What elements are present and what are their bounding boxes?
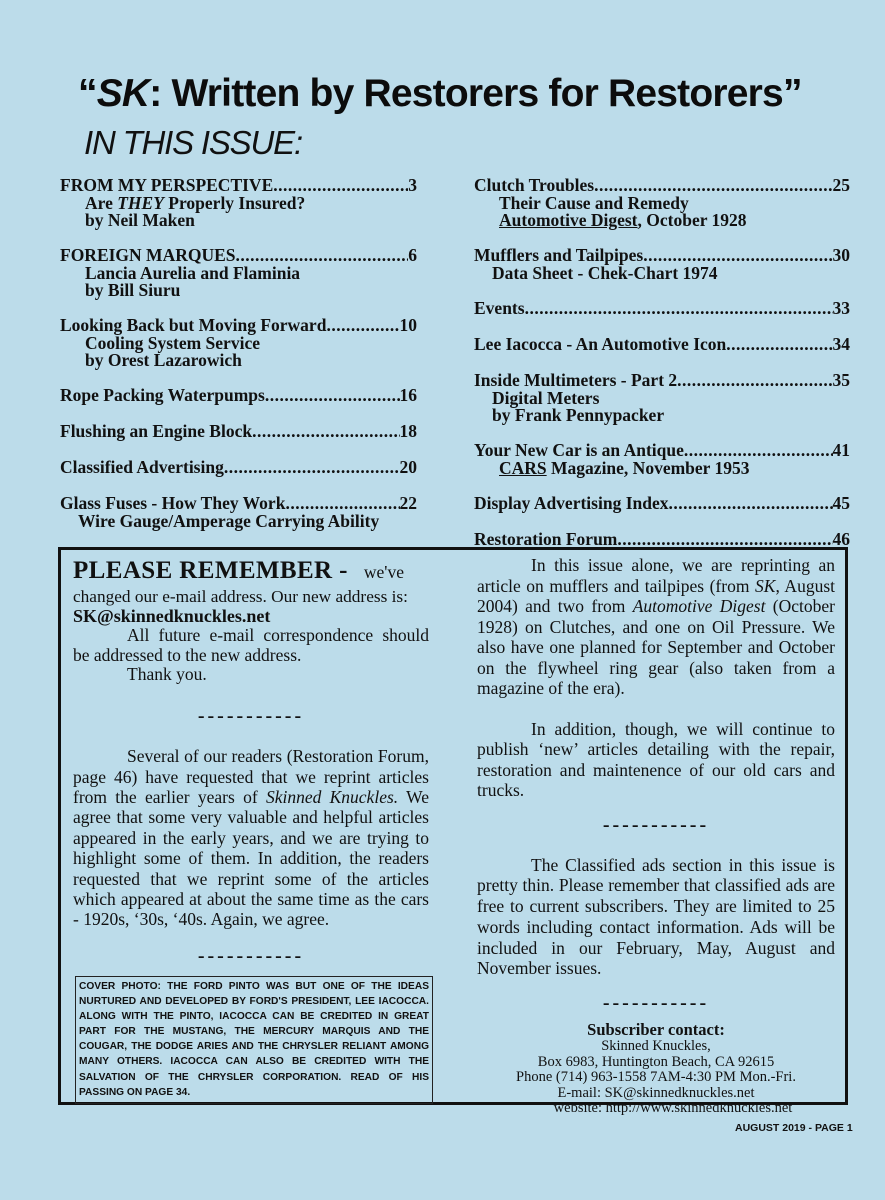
toc-author: by Neil Maken — [85, 210, 195, 230]
separator-dashes: ----------- — [197, 945, 305, 967]
contact-phone[interactable]: Phone (714) 963-1558 7AM-4:30 PM Mon.-Fri. — [516, 1069, 796, 1086]
new-articles-paragraph: In addition, though, we will continue to publish ‘new’ articles detailing with the repair, restoration and maintenence of our old cars and trucks. — [477, 718, 835, 800]
thank-you-text: Thank you. — [127, 664, 207, 685]
toc-left-column — [60, 176, 417, 547]
readers-text: Several of our readers (Restoration Forum, page 46) have requested that we reprint articles from the earlier years of — [73, 746, 429, 808]
reprint-text-cont: , August 2004) and two from — [477, 575, 835, 616]
toc-page-number: 16 — [399, 385, 417, 405]
toc-leader-dots — [726, 335, 832, 354]
email-change-text: changed our e-mail address. Our new address is: — [73, 587, 408, 606]
in-this-issue-heading — [84, 124, 302, 162]
notice-right-column — [477, 550, 835, 1117]
page-footer — [735, 1122, 853, 1134]
toc-title: Clutch Troubles — [474, 175, 595, 195]
in-this-issue-colon: : — [293, 124, 302, 161]
contact-heading: Subscriber contact: — [587, 1020, 725, 1040]
toc-entry[interactable] — [60, 458, 417, 477]
toc-title: Display Advertising Index — [474, 493, 669, 513]
toc-title: Inside Multimeters - Part 2 — [474, 370, 678, 390]
toc-subtitle: Cooling System Service — [85, 333, 260, 353]
toc-page-number: 22 — [399, 493, 417, 513]
toc-source-date: , October 1928 — [637, 210, 747, 230]
toc-leader-dots — [668, 494, 832, 513]
toc-entry[interactable] — [60, 386, 417, 405]
please-remember-heading: PLEASE REMEMBER - — [73, 557, 348, 584]
toc-title: Events — [474, 298, 525, 318]
toc-right-column — [474, 176, 850, 566]
toc-source-publication: Automotive Digest — [499, 210, 638, 230]
contact-name: Skinned Knuckles, — [601, 1038, 711, 1055]
toc-page-number: 3 — [408, 175, 417, 195]
toc-subtitle: Data Sheet - Chek-Chart 1974 — [492, 263, 718, 283]
new-email-address[interactable]: SK@skinnedknuckles.net — [73, 606, 271, 627]
footer-page-number: PAGE 1 — [814, 1122, 853, 1134]
toc-title: Looking Back but Moving Forward — [60, 315, 327, 335]
toc-entry[interactable] — [474, 299, 850, 318]
toc-leader-dots — [326, 316, 399, 335]
toc-entry[interactable] — [60, 422, 417, 441]
toc-leader-dots — [265, 386, 400, 405]
toc-page-number: 41 — [832, 440, 850, 460]
readers-request-paragraph — [73, 746, 429, 930]
reprint-paragraph — [477, 555, 835, 699]
separator-dashes: ----------- — [197, 705, 305, 728]
toc-source — [474, 460, 850, 477]
classified-ads-paragraph: The Classified ads section in this issue is pretty thin. Please remember that classified ads are free to current subscribers. They are limited to 25 words including contact information. Ads will be included in our February, May, August and November issues. — [477, 854, 835, 979]
toc-page-number: 30 — [832, 245, 850, 265]
toc-author: by Orest Lazarowich — [85, 350, 242, 370]
toc-title: Classified Advertising — [60, 457, 224, 477]
toc-source-date: Magazine, November 1953 — [546, 458, 750, 478]
toc-subtitle: Wire Gauge/Amperage Carrying Ability — [78, 511, 380, 531]
toc-subtitle: Lancia Aurelia and Flaminia — [85, 263, 301, 283]
headline-sk: SK — [96, 72, 150, 115]
toc-leader-dots — [677, 371, 832, 390]
toc-subtitle-part: Are — [85, 193, 118, 213]
correspondence-text: All future e-mail correspondence should be addressed to the new address. — [73, 625, 429, 665]
toc-title: Restoration Forum — [474, 529, 618, 549]
toc-entry[interactable] — [474, 335, 850, 354]
toc-subtitle-italic: THEY — [117, 193, 164, 213]
automotive-digest-italic: Automotive Digest — [632, 596, 766, 616]
toc-title: Flushing an Engine Block — [60, 421, 253, 441]
headline-open-quote: “ — [78, 72, 97, 115]
toc-entry[interactable] — [474, 371, 850, 424]
toc-author: by Frank Pennypacker — [492, 405, 665, 425]
toc-entry[interactable] — [60, 316, 417, 369]
toc-entry[interactable] — [60, 176, 417, 229]
toc-subtitle: Their Cause and Remedy — [499, 193, 689, 213]
toc-entry[interactable] — [474, 246, 850, 282]
toc-title: FOREIGN MARQUES — [60, 245, 236, 265]
toc-leader-dots — [224, 458, 400, 477]
footer-date: AUGUST 2019 - — [735, 1122, 815, 1134]
toc-title: Rope Packing Waterpumps — [60, 385, 265, 405]
toc-entry[interactable] — [60, 494, 417, 530]
toc-page-number: 10 — [399, 315, 417, 335]
separator-dashes: ----------- — [602, 813, 710, 836]
toc-page-number: 20 — [399, 457, 417, 477]
toc-page-number: 33 — [832, 298, 850, 318]
headline-text: : Written by Restorers for Restorers — [149, 72, 783, 115]
reprint-text-end: (October 1928) on Clutches, and one on Oil Pressure. We also have one planned for September and October on the flywheel ring gear (also taken from a magazine of the era). — [477, 596, 835, 698]
toc-page-number: 34 — [832, 334, 850, 354]
toc-subtitle: Digital Meters — [492, 388, 600, 408]
contact-address: Box 6983, Huntington Beach, CA 92615 — [537, 1053, 775, 1070]
toc-title: Mufflers and Tailpipes — [474, 245, 644, 265]
toc-title: Lee Iacocca - An Automotive Icon — [474, 334, 727, 354]
toc-entry[interactable] — [474, 441, 850, 477]
reprint-text: In this issue alone, we are reprinting an article on mufflers and tailpipes (from — [477, 555, 835, 596]
notice-left-column — [73, 550, 429, 967]
notice-box — [58, 547, 848, 1117]
toc-entry[interactable] — [474, 494, 850, 513]
toc-page-number: 35 — [832, 370, 850, 390]
toc-entry[interactable] — [474, 176, 850, 229]
please-remember-line — [73, 558, 429, 587]
headline-close-quote: ” — [782, 72, 802, 115]
toc-page-number: 18 — [399, 421, 417, 441]
toc-entry[interactable] — [60, 246, 417, 299]
toc-subtitle-part: Properly Insured? — [163, 193, 306, 213]
toc-page-number: 46 — [832, 529, 850, 549]
sk-italic: SK — [755, 575, 776, 596]
toc-leader-dots — [252, 422, 399, 441]
toc-title: Your New Car is an Antique — [474, 440, 684, 460]
toc-leader-dots — [525, 299, 833, 318]
please-remember-tail: we've — [363, 562, 404, 582]
toc-page-number: 45 — [832, 493, 850, 513]
cover-photo-caption: COVER PHOTO: THE FORD PINTO WAS BUT ONE OF THE IDEAS NURTURED AND DEVELOPED BY FORD'S PRESIDENT, LEE IACOCCA. ALONG WITH THE PINTO, IACOCCA CAN BE CREDITED IN GREAT PART FOR THE MUSTANG, THE MERCURY MARQUIS AND THE COUGAR, THE DODGE ARIES AND THE CHRYSLER RELIANT AMONG MANY OTHERS. IACOCCA CAN ALSO BE CREDITED WITH THE SALVATION OF THE CHRYSLER CORPORATION. READ OF HIS PASSING ON PAGE 34. — [75, 976, 433, 1104]
page-headline — [78, 72, 802, 116]
magazine-name-italic: Skinned Knuckles. — [265, 787, 399, 808]
in-this-issue-text: IN THIS ISSUE — [84, 124, 294, 161]
toc-author: by Bill Siuru — [85, 280, 181, 300]
subscriber-contact — [477, 1021, 835, 1117]
toc-source — [474, 212, 850, 229]
separator-dashes: ----------- — [602, 992, 710, 1015]
contact-website[interactable]: website: http://www.skinnedknuckles.net — [553, 1100, 793, 1117]
contact-email[interactable]: E-mail: SK@skinnedknuckles.net — [557, 1084, 755, 1101]
toc-title: Glass Fuses - How They Work — [60, 493, 286, 513]
toc-source-publication: CARS — [499, 458, 547, 478]
toc-page-number: 25 — [832, 175, 850, 195]
toc-page-number: 6 — [408, 245, 417, 265]
toc-title: FROM MY PERSPECTIVE — [60, 175, 274, 195]
readers-text-cont: We agree that some very valuable and helpful articles appeared in the early years, and we are trying to highlight some of them. In addition, the readers requested that we reprint some of the articles which appeared at about the same time as the cars - 1920s, ‘30s, ‘40s. Again, we agree. — [73, 787, 429, 930]
